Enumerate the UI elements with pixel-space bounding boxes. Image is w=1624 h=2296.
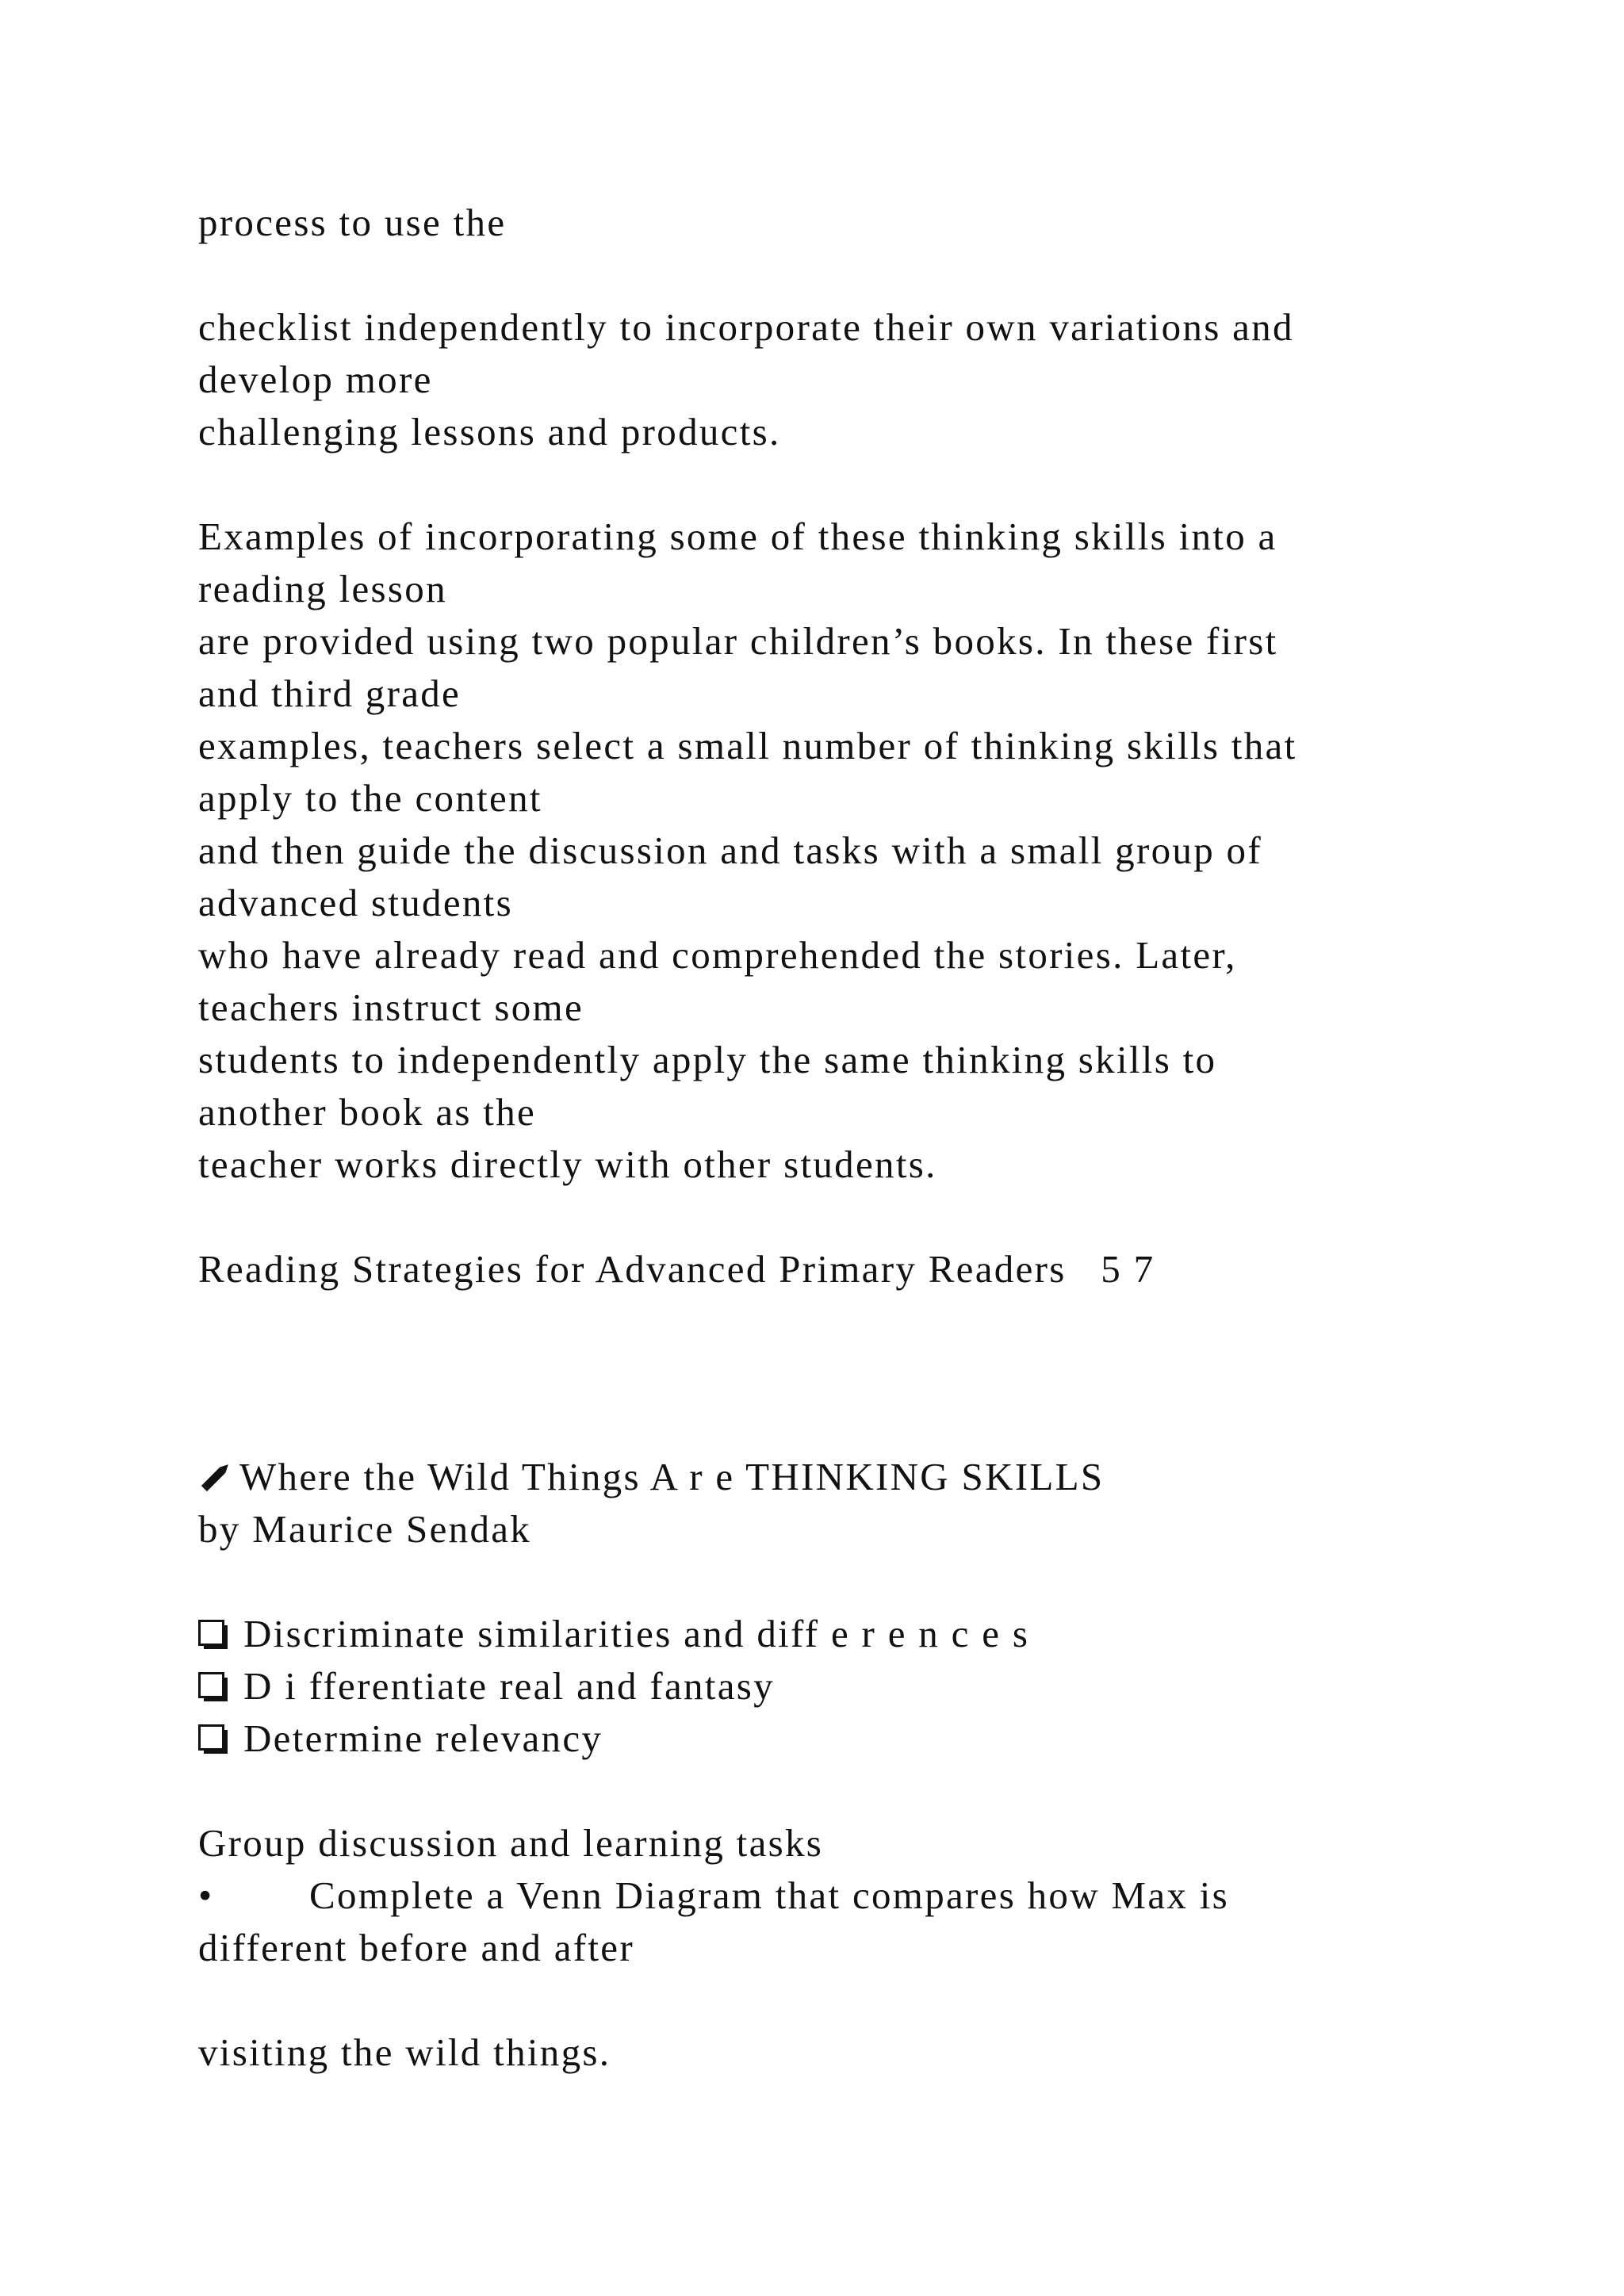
task-text: Complete a Venn Diagram that compares how Max is [309,1873,1230,1917]
checklist-item [198,1660,775,1712]
book-author: by Maurice Sendak [198,1507,532,1551]
paragraph-line: examples, teachers select a small number of thinking skills that [198,724,1297,767]
checklist-item [198,1712,603,1765]
paragraph-line: and third grade [198,672,462,715]
paragraph-line: apply to the content [198,776,542,820]
paragraph-line: advanced students [198,881,513,924]
tasks-heading: Group discussion and learning tasks [198,1821,824,1865]
bullet-marker: • [198,1873,214,1917]
task-text-continued: different before and after [198,1926,634,1969]
paragraph-line: who have already read and comprehended the stories. Later, [198,933,1237,977]
checkbox-icon [198,1716,228,1746]
task-bullet-item [198,1869,1229,1922]
paragraph-line: students to independently apply the same thinking skills to [198,1038,1217,1081]
book-title-line [198,1451,1104,1508]
paragraph-line: challenging lessons and products. [198,410,781,453]
checklist-label: D i fferentiate real and fantasy [243,1664,775,1708]
book-title: Where the Wild Things A r e THINKING SKILLS [239,1455,1105,1498]
paragraph-line: another book as the [198,1090,537,1134]
paragraph-line: Examples of incorporating some of these thinking skills into a [198,515,1277,558]
pencil-icon [198,1456,239,1508]
paragraph-line: teachers instruct some [198,985,584,1029]
checkbox-icon [198,1611,228,1641]
checklist-label: Discriminate similarities and diff e r e n c e s [243,1612,1030,1655]
paragraph-line: develop more [198,358,433,401]
paragraph-line: reading lesson [198,567,447,610]
paragraph-line: checklist independently to incorporate their own variations and [198,305,1294,349]
paragraph-line: process to use the [198,201,507,244]
checkbox-icon [198,1663,228,1693]
task-text-continued: visiting the wild things. [198,2030,611,2074]
checklist-label: Determine relevancy [243,1716,603,1760]
paragraph-line: are provided using two popular children’s books. In these first [198,619,1278,663]
running-footer: Reading Strategies for Advanced Primary Readers 5 7 [198,1247,1155,1291]
checklist-item [198,1608,1029,1660]
paragraph-line: teacher works directly with other students. [198,1142,937,1186]
paragraph-line: and then guide the discussion and tasks with a small group of [198,828,1262,872]
